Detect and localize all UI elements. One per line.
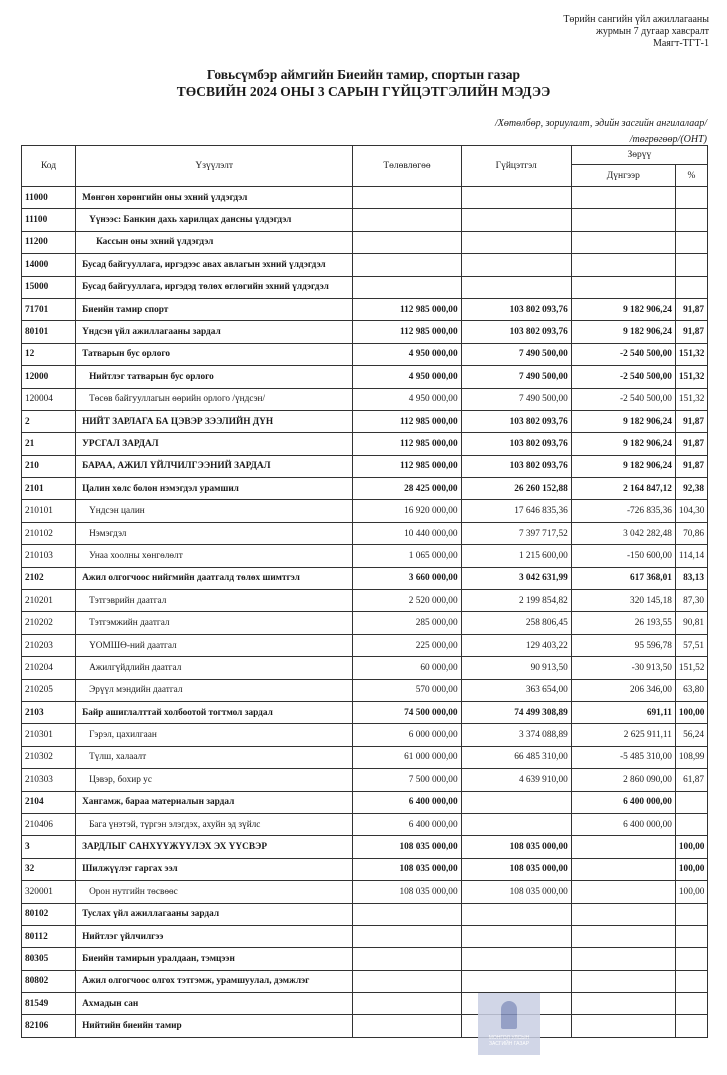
table-row — [22, 836, 708, 858]
header-indicator: Үзүүлэлт — [76, 146, 353, 187]
row-code: 210302 — [22, 746, 76, 768]
row-plan: 112 985 000,00 — [353, 410, 461, 432]
row-code: 210203 — [22, 634, 76, 656]
row-performance — [461, 209, 571, 231]
table-row — [22, 769, 708, 791]
table-row — [22, 746, 708, 768]
row-indicator: Цалин хөлс болон нэмэгдэл урамшил — [76, 478, 353, 500]
row-code: 12000 — [22, 366, 76, 388]
row-plan: 112 985 000,00 — [353, 321, 461, 343]
row-code: 2101 — [22, 478, 76, 500]
row-code: 82106 — [22, 1015, 76, 1037]
row-plan: 6 000 000,00 — [353, 724, 461, 746]
form-reference-line-2: журмын 7 дугаар хавсралт — [595, 26, 709, 37]
table-row — [22, 410, 708, 432]
header-difference: Зөрүү — [571, 146, 707, 165]
row-plan: 61 000 000,00 — [353, 746, 461, 768]
row-indicator: Үндсэн үйл ажиллагааны зардал — [76, 321, 353, 343]
row-difference: -2 540 500,00 — [571, 366, 675, 388]
row-performance — [461, 948, 571, 970]
row-indicator: Тэтгэмжийн даатгал — [76, 612, 353, 634]
row-indicator: Бусад байгууллага, иргэдээс авах авлагын эхний үлдэгдэл — [76, 254, 353, 276]
row-performance: 108 035 000,00 — [461, 858, 571, 880]
row-performance: 103 802 093,76 — [461, 321, 571, 343]
row-difference: -5 485 310,00 — [571, 746, 675, 768]
row-indicator: Цэвэр, бохир ус — [76, 769, 353, 791]
row-performance: 129 403,22 — [461, 634, 571, 656]
row-code: 11100 — [22, 209, 76, 231]
row-indicator: Ажилгүйдлийн даатгал — [76, 657, 353, 679]
row-plan: 285 000,00 — [353, 612, 461, 634]
budget-table — [21, 145, 708, 1038]
row-indicator: Татварын бус орлого — [76, 343, 353, 365]
row-code: 80101 — [22, 321, 76, 343]
row-plan — [353, 254, 461, 276]
row-code: 2103 — [22, 701, 76, 723]
row-indicator: Биеийн тамир спорт — [76, 298, 353, 320]
row-indicator: ЗАРДЛЫГ САНХҮҮЖҮҮЛЭХ ЭХ ҮҮСВЭР — [76, 836, 353, 858]
row-code: 210301 — [22, 724, 76, 746]
row-difference: 617 368,01 — [571, 567, 675, 589]
row-indicator: Кассын оны эхний үлдэгдэл — [76, 231, 353, 253]
row-difference — [571, 881, 675, 903]
row-performance: 108 035 000,00 — [461, 881, 571, 903]
row-code: 80102 — [22, 903, 76, 925]
table-row — [22, 813, 708, 835]
row-difference: 9 182 906,24 — [571, 298, 675, 320]
row-percent: 91,87 — [675, 433, 707, 455]
row-percent: 91,87 — [675, 455, 707, 477]
row-percent: 151,32 — [675, 343, 707, 365]
table-row — [22, 388, 708, 410]
row-plan — [353, 1015, 461, 1037]
row-plan: 10 440 000,00 — [353, 522, 461, 544]
row-code: 210205 — [22, 679, 76, 701]
table-row — [22, 881, 708, 903]
row-code: 210101 — [22, 500, 76, 522]
row-performance — [461, 187, 571, 209]
row-percent: 87,30 — [675, 590, 707, 612]
row-performance: 66 485 310,00 — [461, 746, 571, 768]
row-indicator: Бусад байгууллага, иргэдэд төлөх өглөгийн эхний үлдэгдэл — [76, 276, 353, 298]
logo-text: МОНГОЛ УЛСЫН ЗАСГИЙН ГАЗАР — [488, 1035, 530, 1047]
table-body — [22, 187, 708, 1038]
row-performance — [461, 231, 571, 253]
row-performance: 2 199 854,82 — [461, 590, 571, 612]
row-percent: 100,00 — [675, 701, 707, 723]
row-plan: 3 660 000,00 — [353, 567, 461, 589]
row-code: 11000 — [22, 187, 76, 209]
currency-note: /төгрөгөөр/(ОНТ) — [629, 134, 707, 145]
form-reference-line-3: Маягт-ТГТ-1 — [652, 38, 709, 49]
row-percent — [675, 1015, 707, 1037]
table-row — [22, 298, 708, 320]
table-row — [22, 925, 708, 947]
row-code: 11200 — [22, 231, 76, 253]
report-name: ТӨСВИЙН 2024 ОНЫ 3 САРЫН ГҮЙЦЭТГЭЛИЙН МЭДЭЭ — [176, 84, 551, 99]
header-performance: Гүйцэтгэл — [461, 146, 571, 187]
row-code: 2 — [22, 410, 76, 432]
row-difference — [571, 1015, 675, 1037]
table-row — [22, 366, 708, 388]
row-performance: 103 802 093,76 — [461, 298, 571, 320]
row-difference — [571, 993, 675, 1015]
row-performance — [461, 813, 571, 835]
row-percent: 114,14 — [675, 545, 707, 567]
row-indicator: Байр ашиглалттай холбоотой тогтмол зардал — [76, 701, 353, 723]
row-percent: 91,87 — [675, 410, 707, 432]
form-reference-line-1: Төрийн сангийн үйл ажиллагааны — [563, 14, 709, 25]
table-row — [22, 545, 708, 567]
row-difference: 2 625 911,11 — [571, 724, 675, 746]
row-percent: 63,80 — [675, 679, 707, 701]
classification-note: /Хөтөлбөр, зориулалт, эдийн засгийн ангилалаар/ — [495, 118, 707, 129]
row-indicator: Төсөв байгууллагын өөрийн орлого /үндсэн/ — [76, 388, 353, 410]
row-performance: 108 035 000,00 — [461, 836, 571, 858]
header-percent: % — [675, 165, 707, 187]
table-row — [22, 657, 708, 679]
row-plan: 28 425 000,00 — [353, 478, 461, 500]
row-difference: 95 596,78 — [571, 634, 675, 656]
row-indicator: НИЙТ ЗАРЛАГА БА ЦЭВЭР ЗЭЭЛИЙН ДҮН — [76, 410, 353, 432]
row-plan: 1 065 000,00 — [353, 545, 461, 567]
row-plan: 7 500 000,00 — [353, 769, 461, 791]
row-difference — [571, 858, 675, 880]
table-row — [22, 590, 708, 612]
row-code: 210303 — [22, 769, 76, 791]
row-plan: 112 985 000,00 — [353, 455, 461, 477]
row-plan: 108 035 000,00 — [353, 858, 461, 880]
row-indicator: Ажил олгогчоос нийгмийн даатгалд төлөх шимтгэл — [76, 567, 353, 589]
row-difference — [571, 925, 675, 947]
row-difference: 2 164 847,12 — [571, 478, 675, 500]
row-code: 80802 — [22, 970, 76, 992]
row-difference: 26 193,55 — [571, 612, 675, 634]
row-difference: 206 346,00 — [571, 679, 675, 701]
table-row — [22, 500, 708, 522]
table-row — [22, 993, 708, 1015]
row-plan: 74 500 000,00 — [353, 701, 461, 723]
row-performance: 7 490 500,00 — [461, 366, 571, 388]
row-performance — [461, 970, 571, 992]
row-code: 210102 — [22, 522, 76, 544]
row-difference — [571, 231, 675, 253]
report-title — [0, 66, 727, 100]
header-code: Код — [22, 146, 76, 187]
row-performance — [461, 925, 571, 947]
row-performance: 258 806,45 — [461, 612, 571, 634]
row-code: 210 — [22, 455, 76, 477]
row-plan — [353, 209, 461, 231]
row-code: 2102 — [22, 567, 76, 589]
table-row — [22, 254, 708, 276]
table-row — [22, 791, 708, 813]
row-difference: 2 860 090,00 — [571, 769, 675, 791]
row-difference: 6 400 000,00 — [571, 791, 675, 813]
row-percent — [675, 187, 707, 209]
table-row — [22, 321, 708, 343]
row-percent: 151,32 — [675, 388, 707, 410]
row-indicator: Шилжүүлэг гаргах ээл — [76, 858, 353, 880]
unit-note — [495, 116, 707, 148]
row-percent — [675, 209, 707, 231]
row-percent — [675, 254, 707, 276]
table-row — [22, 701, 708, 723]
row-percent: 56,24 — [675, 724, 707, 746]
row-performance: 4 639 910,00 — [461, 769, 571, 791]
row-difference — [571, 836, 675, 858]
row-indicator: Түлш, халаалт — [76, 746, 353, 768]
row-indicator: Нийтлэг татварын бус орлого — [76, 366, 353, 388]
row-performance — [461, 254, 571, 276]
row-difference: -150 600,00 — [571, 545, 675, 567]
row-difference: 9 182 906,24 — [571, 410, 675, 432]
row-performance: 74 499 308,89 — [461, 701, 571, 723]
row-indicator: Нэмэгдэл — [76, 522, 353, 544]
table-row — [22, 231, 708, 253]
table-row — [22, 612, 708, 634]
row-plan: 4 950 000,00 — [353, 366, 461, 388]
row-performance — [461, 276, 571, 298]
row-indicator: Биеийн тамирын уралдаан, тэмцээн — [76, 948, 353, 970]
row-percent — [675, 276, 707, 298]
row-plan: 108 035 000,00 — [353, 836, 461, 858]
row-performance: 103 802 093,76 — [461, 433, 571, 455]
row-indicator: Унаа хоолны хөнгөлөлт — [76, 545, 353, 567]
row-indicator: Ахмадын сан — [76, 993, 353, 1015]
row-percent: 91,87 — [675, 321, 707, 343]
row-percent: 83,13 — [675, 567, 707, 589]
government-logo — [478, 993, 540, 1055]
row-code: 32 — [22, 858, 76, 880]
table-row — [22, 522, 708, 544]
row-indicator: Туслах үйл ажиллагааны зардал — [76, 903, 353, 925]
row-percent: 100,00 — [675, 836, 707, 858]
row-percent: 92,38 — [675, 478, 707, 500]
row-percent — [675, 948, 707, 970]
table-row — [22, 858, 708, 880]
row-percent: 100,00 — [675, 858, 707, 880]
row-plan — [353, 903, 461, 925]
row-plan — [353, 948, 461, 970]
row-difference — [571, 254, 675, 276]
row-performance: 3 042 631,99 — [461, 567, 571, 589]
table-row — [22, 433, 708, 455]
table-row — [22, 455, 708, 477]
row-code: 3 — [22, 836, 76, 858]
table-row — [22, 1015, 708, 1037]
row-indicator: Нийтлэг үйлчилгээ — [76, 925, 353, 947]
row-plan — [353, 970, 461, 992]
row-performance: 103 802 093,76 — [461, 410, 571, 432]
row-plan: 112 985 000,00 — [353, 298, 461, 320]
row-difference — [571, 187, 675, 209]
row-indicator: Мөнгөн хөрөнгийн оны эхний үлдэгдэл — [76, 187, 353, 209]
row-plan: 108 035 000,00 — [353, 881, 461, 903]
row-indicator: Тэтгэврийн даатгал — [76, 590, 353, 612]
row-difference — [571, 970, 675, 992]
row-difference: -726 835,36 — [571, 500, 675, 522]
row-plan: 225 000,00 — [353, 634, 461, 656]
row-performance: 26 260 152,88 — [461, 478, 571, 500]
table-row — [22, 634, 708, 656]
row-code: 81549 — [22, 993, 76, 1015]
row-difference: 9 182 906,24 — [571, 455, 675, 477]
row-performance: 7 490 500,00 — [461, 343, 571, 365]
row-code: 15000 — [22, 276, 76, 298]
row-performance — [461, 791, 571, 813]
row-code: 210201 — [22, 590, 76, 612]
row-plan — [353, 231, 461, 253]
row-indicator: ҮОМШӨ-ний даатгал — [76, 634, 353, 656]
row-difference: 3 042 282,48 — [571, 522, 675, 544]
table-row — [22, 276, 708, 298]
row-percent: 91,87 — [675, 298, 707, 320]
row-performance: 363 654,00 — [461, 679, 571, 701]
row-code: 21 — [22, 433, 76, 455]
row-difference: 9 182 906,24 — [571, 433, 675, 455]
form-reference — [563, 14, 709, 50]
row-percent: 61,87 — [675, 769, 707, 791]
row-plan: 570 000,00 — [353, 679, 461, 701]
row-difference: -2 540 500,00 — [571, 343, 675, 365]
row-percent: 70,86 — [675, 522, 707, 544]
row-percent — [675, 970, 707, 992]
row-percent — [675, 231, 707, 253]
row-code: 2104 — [22, 791, 76, 813]
row-indicator: Орон нутгийн төсвөөс — [76, 881, 353, 903]
row-plan: 4 950 000,00 — [353, 388, 461, 410]
row-code: 320001 — [22, 881, 76, 903]
row-difference: 691,11 — [571, 701, 675, 723]
row-code: 210204 — [22, 657, 76, 679]
row-plan: 6 400 000,00 — [353, 813, 461, 835]
row-performance: 3 374 088,89 — [461, 724, 571, 746]
table-row — [22, 948, 708, 970]
row-plan — [353, 925, 461, 947]
row-performance — [461, 903, 571, 925]
row-performance: 103 802 093,76 — [461, 455, 571, 477]
header-amount: Дүнгээр — [571, 165, 675, 187]
table-row — [22, 567, 708, 589]
row-plan — [353, 187, 461, 209]
soyombo-icon — [501, 1001, 517, 1029]
row-difference — [571, 276, 675, 298]
table-row — [22, 209, 708, 231]
table-row — [22, 903, 708, 925]
row-indicator: УРСГАЛ ЗАРДАЛ — [76, 433, 353, 455]
row-percent: 151,52 — [675, 657, 707, 679]
table-row — [22, 724, 708, 746]
organization-name: Говьсүмбэр аймгийн Биеийн тамир, спортын газар — [206, 67, 521, 82]
row-code: 80112 — [22, 925, 76, 947]
row-code: 120004 — [22, 388, 76, 410]
row-difference: -2 540 500,00 — [571, 388, 675, 410]
row-code: 210202 — [22, 612, 76, 634]
row-plan: 6 400 000,00 — [353, 791, 461, 813]
row-indicator: Нийтийн биеийн тамир — [76, 1015, 353, 1037]
row-performance: 7 397 717,52 — [461, 522, 571, 544]
row-plan: 16 920 000,00 — [353, 500, 461, 522]
row-percent — [675, 903, 707, 925]
row-difference: 320 145,18 — [571, 590, 675, 612]
row-percent: 100,00 — [675, 881, 707, 903]
row-indicator: Бага үнэтэй, түргэн элэгдэх, ахуйн эд зүйлс — [76, 813, 353, 835]
row-plan — [353, 993, 461, 1015]
table-row — [22, 478, 708, 500]
row-percent: 90,81 — [675, 612, 707, 634]
table-row — [22, 343, 708, 365]
row-code: 80305 — [22, 948, 76, 970]
row-difference: 6 400 000,00 — [571, 813, 675, 835]
row-code: 71701 — [22, 298, 76, 320]
row-difference: 9 182 906,24 — [571, 321, 675, 343]
row-plan — [353, 276, 461, 298]
row-performance: 1 215 600,00 — [461, 545, 571, 567]
row-indicator: Үүнээс: Банкин дахь харилцах дансны үлдэгдэл — [76, 209, 353, 231]
row-code: 210406 — [22, 813, 76, 835]
table-row — [22, 679, 708, 701]
row-indicator: Гэрэл, цахилгаан — [76, 724, 353, 746]
row-difference: -30 913,50 — [571, 657, 675, 679]
row-percent: 104,30 — [675, 500, 707, 522]
row-indicator: Үндсэн цалин — [76, 500, 353, 522]
row-indicator: БАРАА, АЖИЛ ҮЙЛЧИЛГЭЭНИЙ ЗАРДАЛ — [76, 455, 353, 477]
row-performance: 7 490 500,00 — [461, 388, 571, 410]
row-plan: 2 520 000,00 — [353, 590, 461, 612]
row-percent — [675, 925, 707, 947]
row-performance: 17 646 835,36 — [461, 500, 571, 522]
table-row — [22, 970, 708, 992]
row-indicator: Эрүүл мэндийн даатгал — [76, 679, 353, 701]
row-difference — [571, 948, 675, 970]
row-percent — [675, 993, 707, 1015]
row-plan: 60 000,00 — [353, 657, 461, 679]
row-performance: 90 913,50 — [461, 657, 571, 679]
row-code: 14000 — [22, 254, 76, 276]
row-difference — [571, 209, 675, 231]
row-plan: 4 950 000,00 — [353, 343, 461, 365]
table-row — [22, 187, 708, 209]
row-plan: 112 985 000,00 — [353, 433, 461, 455]
row-indicator: Ажил олгогчоос олгох тэтгэмж, урамшуулал, дэмжлэг — [76, 970, 353, 992]
header-plan: Төлөвлөгөө — [353, 146, 461, 187]
row-difference — [571, 903, 675, 925]
row-code: 210103 — [22, 545, 76, 567]
row-percent — [675, 813, 707, 835]
row-percent: 57,51 — [675, 634, 707, 656]
row-percent: 108,99 — [675, 746, 707, 768]
row-code: 12 — [22, 343, 76, 365]
row-percent — [675, 791, 707, 813]
row-indicator: Хангамж, бараа материалын зардал — [76, 791, 353, 813]
row-percent: 151,32 — [675, 366, 707, 388]
